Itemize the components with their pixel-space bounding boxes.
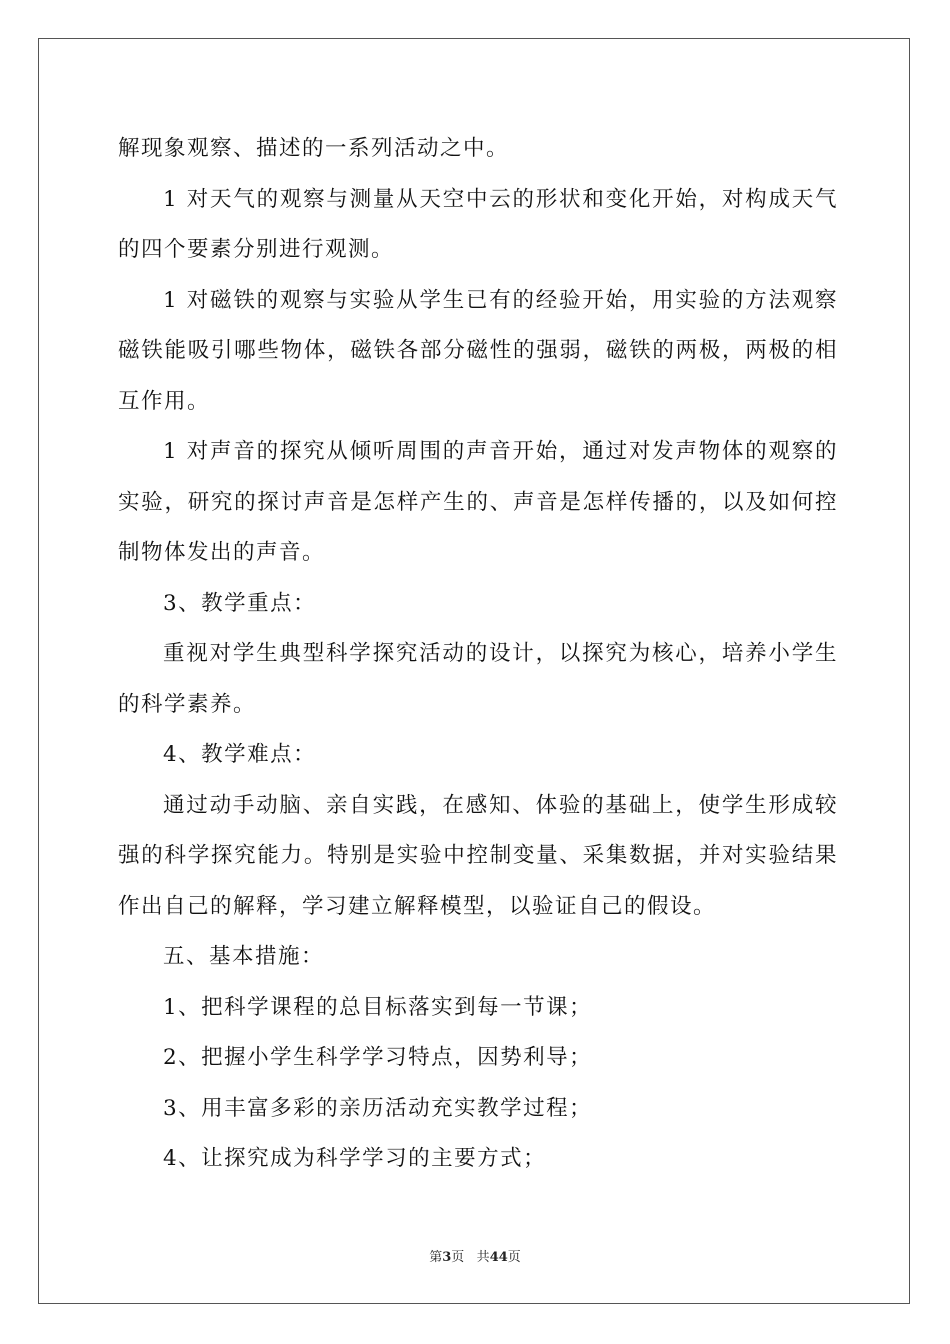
- paragraph-teaching-focus: 重视对学生典型科学探究活动的设计，以探究为核心，培养小学生的科学素养。: [118, 641, 838, 717]
- paragraph-continuation: 解现象观察、描述的一系列活动之中。: [118, 136, 510, 161]
- footer-prefix: 第: [429, 1250, 443, 1265]
- paragraph-sound: 1 对声音的探究从倾听周围的声音开始，通过对发声物体的观察的实验，研究的探讨声音是怎样产生的、声音是怎样传播的，以及如何控制物体发出的声音。: [118, 439, 838, 565]
- paragraph-magnet: 1 对磁铁的观察与实验从学生已有的经验开始，用实验的方法观察磁铁能吸引哪些物体，磁铁各部分磁性的强弱，磁铁的两极，两极的相互作用。: [118, 287, 838, 414]
- list-item-measure-3: 3、用丰富多彩的亲历活动充实教学过程；: [163, 1095, 593, 1121]
- document-body: [118, 124, 838, 1185]
- paragraph-teaching-difficulty: 通过动手动脑、亲自实践，在感知、体验的基础上，使学生形成较强的科学探究能力。特别是实验中控制变量、采集数据，并对实验结果作出自己的解释，学习建立解释模型，以验证自己的假设。: [118, 792, 838, 919]
- footer-page-suffix: 页: [451, 1250, 465, 1265]
- footer-total-pages: 44: [489, 1250, 508, 1265]
- footer-page-number: 3: [442, 1250, 452, 1265]
- paragraph-weather: 1 对天气的观察与测量从天空中云的形状和变化开始，对构成天气的四个要素分别进行观测。: [118, 186, 838, 262]
- heading-teaching-difficulty: 4、教学难点：: [163, 742, 317, 767]
- footer-total-prefix: 共: [476, 1250, 490, 1265]
- list-item-measure-1: 1、把科学课程的总目标落实到每一节课；: [163, 994, 593, 1020]
- footer-total-suffix: 页: [507, 1250, 521, 1265]
- page-footer: [0, 1246, 950, 1265]
- heading-basic-measures: 五、基本措施：: [163, 944, 325, 969]
- list-item-measure-4: 4、让探究成为科学学习的主要方式；: [163, 1146, 547, 1171]
- list-item-measure-2: 2、把握小学生科学学习特点，因势利导；: [163, 1045, 593, 1070]
- heading-teaching-focus: 3、教学重点：: [163, 590, 317, 616]
